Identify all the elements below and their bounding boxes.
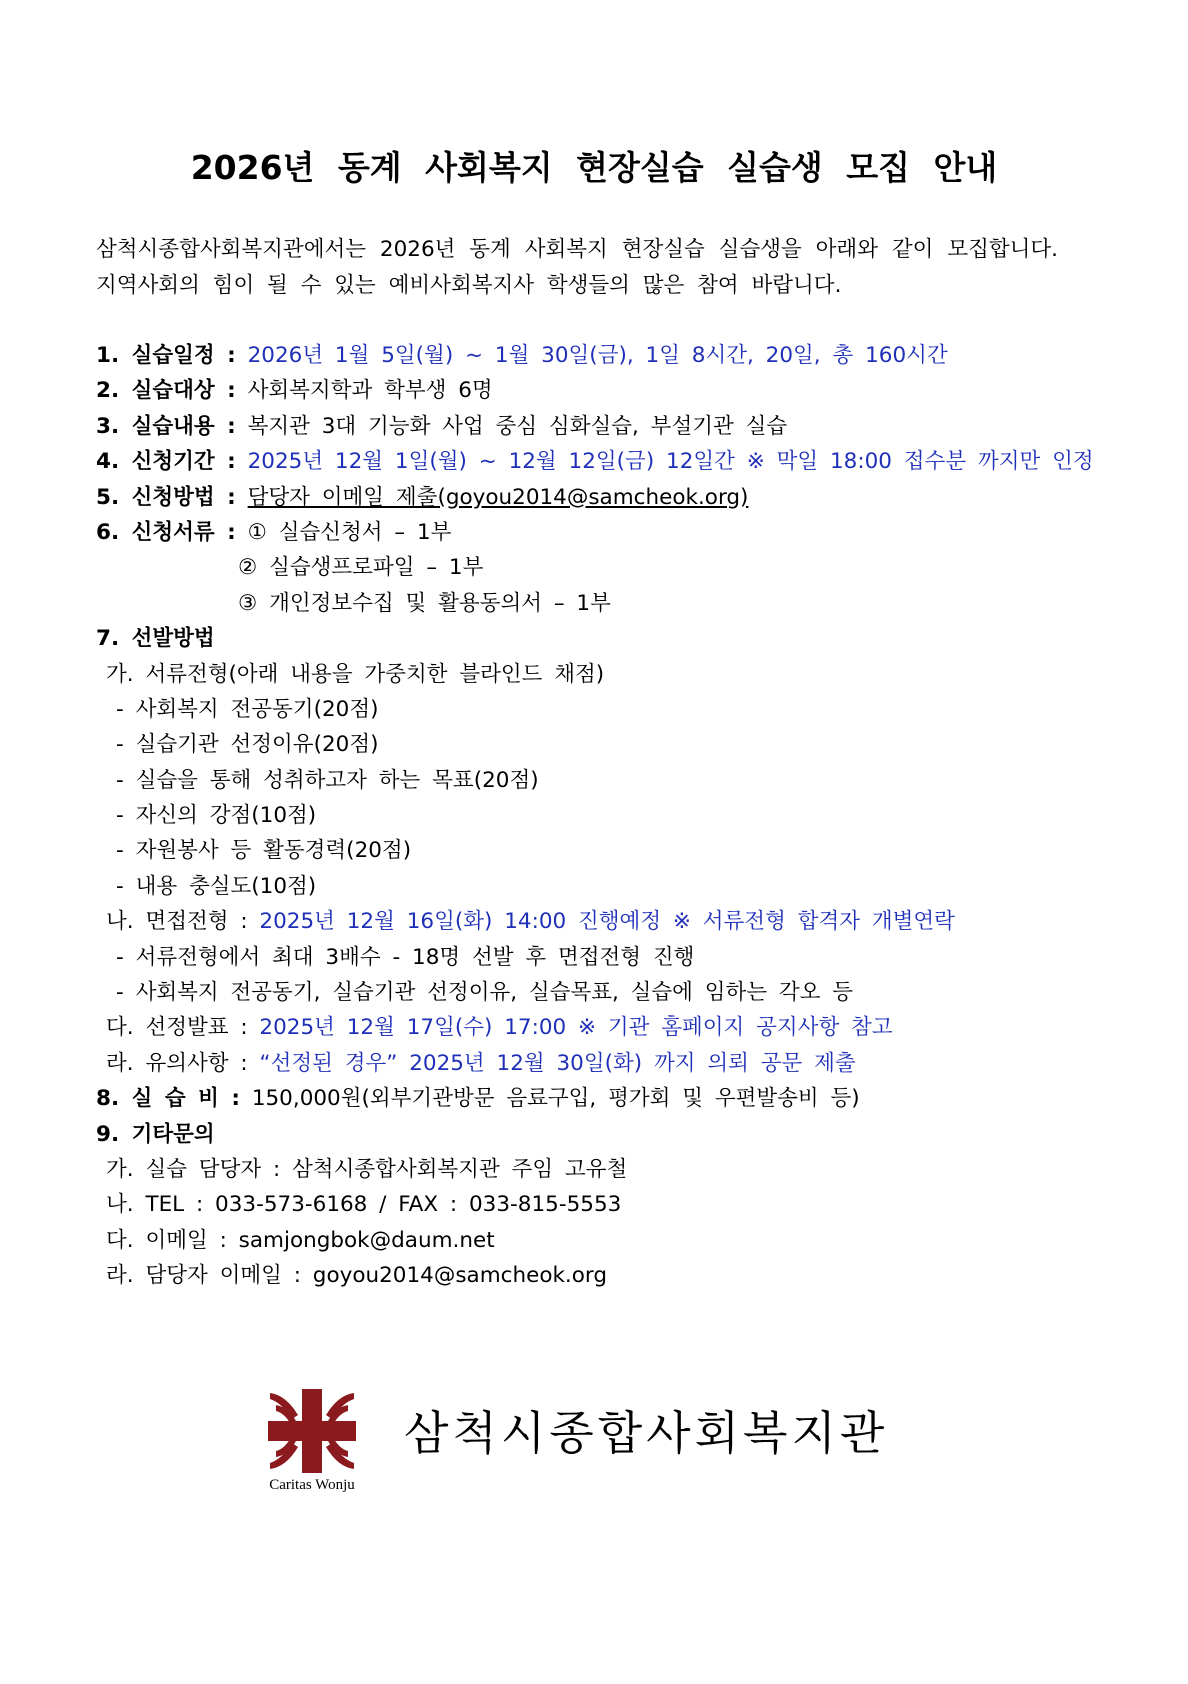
sub-value: “선정된 경우” 2025년 12월 30일(화) 까지 의뢰 공문 제출 (247, 1050, 856, 1076)
item-content (96, 409, 1096, 444)
criteria-item: - 사회복지 전공동기(20점) (116, 696, 379, 722)
footer-signature (262, 1385, 922, 1495)
item-label: 7. 선발방법 (96, 626, 215, 652)
item-value: 복지관 3대 기능화 사업 중심 심화실습, 부설기관 실습 (235, 413, 788, 439)
contact-line: 나. TEL : 033-573-6168 / FAX : 033-815-5553 (106, 1192, 622, 1218)
interview-note: - 사회복지 전공동기, 실습기관 선정이유, 실습목표, 실습에 임하는 각오 등 (116, 980, 854, 1006)
criteria-item: - 자원봉사 등 활동경력(20점) (116, 838, 412, 864)
contact-line: 라. 담당자 이메일 : goyou2014@samcheok.org (106, 1263, 608, 1289)
item-documents (96, 515, 1096, 550)
sub-label: 나. 면접전형 : (106, 909, 248, 935)
document-entry: ③ 개인정보수집 및 활용동의서 – 1부 (238, 590, 611, 616)
item-label: 5. 신청방법 : (96, 484, 236, 510)
contact-line: 가. 실습 담당자 : 삼척시종합사회복지관 주임 고유철 (106, 1156, 628, 1182)
document-entry-row (96, 586, 1096, 621)
item-value: 2025년 12월 1일(월) ~ 12월 12일(금) 12일간 ※ 막일 18:00 접수분 까지만 인정 (235, 449, 1094, 475)
document-entry: ① 실습신청서 – 1부 (247, 519, 452, 545)
logo-caption: Caritas Wonju (269, 1477, 355, 1493)
organization-name: 삼척시종합사회복지관 (404, 1406, 889, 1460)
item-selection (96, 621, 1096, 656)
item-label: 9. 기타문의 (96, 1121, 215, 1147)
item-label: 4. 신청기간 : (96, 449, 236, 475)
document-entry-row (96, 550, 1096, 585)
criteria-item: - 자신의 강점(10점) (116, 803, 317, 829)
page-title: 2026년 동계 사회복지 현장실습 실습생 모집 안내 (190, 148, 998, 187)
item-schedule (96, 338, 1096, 373)
item-value: 담당자 이메일 제출(goyou2014@samcheok.org) (247, 484, 749, 510)
item-value: 사회복지학과 학부생 6명 (235, 378, 493, 404)
contact-line: 다. 이메일 : samjongbok@daum.net (106, 1227, 495, 1253)
item-period (96, 444, 1096, 479)
selection-caution (96, 1046, 1096, 1081)
document-entry: ② 실습생프로파일 – 1부 (238, 555, 484, 581)
item-method (96, 480, 1096, 515)
selection-doc-review: 가. 서류전형(아래 내용을 가중치한 블라인드 채점) (106, 661, 605, 687)
notice-body (96, 338, 1096, 1294)
criteria-item: - 실습기관 선정이유(20점) (116, 732, 379, 758)
item-label: 8. 실 습 비 : (96, 1086, 240, 1112)
sub-value: 2025년 12월 16일(화) 14:00 진행예정 ※ 서류전형 합격자 개별연락 (247, 909, 955, 935)
criteria-item: - 실습을 통해 성취하고자 하는 목표(20점) (116, 767, 539, 793)
criteria-item: - 내용 충실도(10점) (116, 873, 317, 899)
sub-label: 다. 선정발표 : (106, 1015, 248, 1041)
item-label: 1. 실습일정 : (96, 343, 236, 368)
sub-value: 2025년 12월 17일(수) 17:00 ※ 기관 홈페이지 공지사항 참고 (247, 1015, 893, 1041)
item-label: 2. 실습대상 : (96, 378, 236, 404)
interview-note: - 서류전형에서 최대 3배수 - 18명 선발 후 면접전형 진행 (116, 944, 695, 970)
item-value: 150,000원(외부기관방문 음료구입, 평가회 및 우편발송비 등) (239, 1086, 860, 1112)
item-label: 3. 실습내용 : (96, 413, 236, 439)
item-value: 2026년 1월 5일(월) ~ 1월 30일(금), 1일 8시간, 20일, 총 160시간 (235, 343, 948, 368)
item-contact (96, 1117, 1096, 1152)
item-label: 6. 신청서류 : (96, 519, 236, 545)
sub-label: 라. 유의사항 : (106, 1050, 248, 1076)
selection-interview (96, 904, 1096, 939)
item-target (96, 373, 1096, 408)
item-fee (96, 1081, 1096, 1116)
intro-paragraph: 삼척시종합사회복지관에서는 2026년 동계 사회복지 현장실습 실습생을 아래와 같이 모집합니다. 지역사회의 힘이 될 수 있는 예비사회복지사 학생들의 많은 참여 바랍니다. (96, 237, 1058, 298)
caritas-logo-icon (262, 1385, 362, 1477)
selection-announce (96, 1010, 1096, 1045)
